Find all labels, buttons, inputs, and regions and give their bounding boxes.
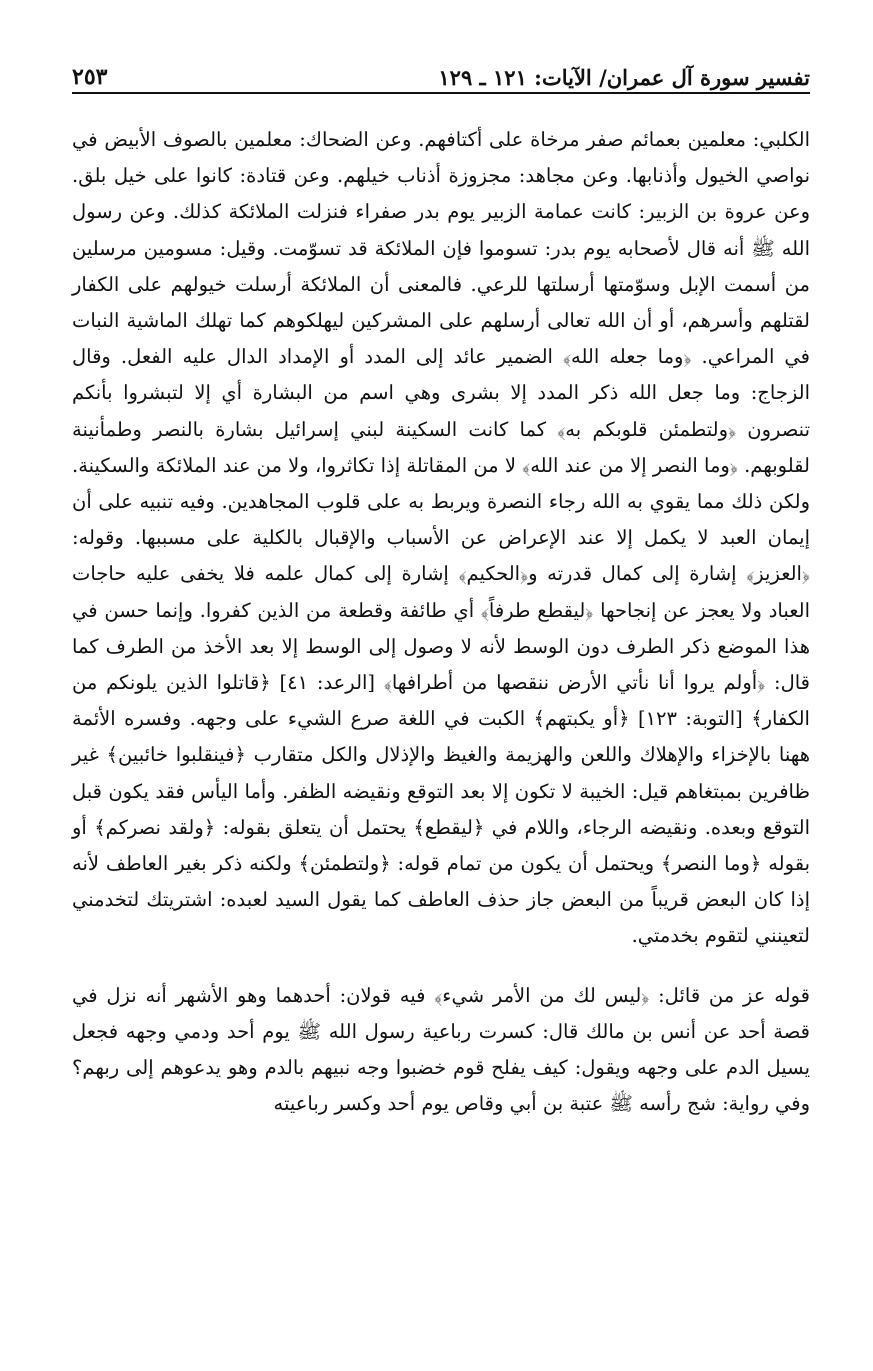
page-header	[72, 48, 810, 94]
book-page	[72, 48, 810, 1122]
body-text	[72, 122, 810, 1122]
paragraph: قوله عز من قائل: ﴿ليس لك من الأمر شيء﴾ فيه قولان: أحدهما وهو الأشهر أنه نزل في قصة أحد عن أنس بن مالك قال: كسرت رباعية رسول الله ﷺ يوم أحد ودمي وجهه فجعل يسيل الدم على وجهه ويقول: كيف يفلح قوم خضبوا وجه نبيهم بالدم وهو يدعوهم إلى ربهم؟ وفي رواية: شج رأسه ﷺ عتبة بن أبي وقاص يوم أحد وكسر رباعيته	[72, 983, 810, 1116]
page-number: ٢٥٣	[72, 64, 108, 90]
running-title: تفسير سورة آل عمران/ الآيات: ١٢١ ـ ١٢٩	[438, 65, 810, 90]
paragraph: الكلبي: معلمين بعمائم صفر مرخاة على أكتافهم. وعن الضحاك: معلمين بالصوف الأبيض في نواصي الخيول وأذنابها. وعن مجاهد: مجزوزة أذناب خيلهم. وعن قتادة: كانوا على خيل بلق. وعن عروة بن الزبير: كانت عمامة الزبير يوم بدر صفراء فنزلت الملائكة كذلك. وعن رسول الله ﷺ أنه قال لأصحابه يوم بدر: تسوموا فإن الملائكة قد تسوّمت. وقيل: مسومين مرسلين من أسمت الإبل وسوّمتها أرسلتها للرعي. فالمعنى أن الملائكة أرسلت خيولهم على الكفار لقتلهم وأسرهم، أو أن الله تعالى أرسلهم على المشركين ليهلكوهم كما تهلك الماشية النبات في المراعي. ﴿وما جعله الله﴾ الضمير عائد إلى المدد أو الإمداد الدال عليه الفعل. وقال الزجاج: وما جعل الله ذكر المدد إلا بشرى وهي اسم من البشارة أي إلا لتبشروا بأنكم تنصرون ﴿ولتطمئن قلوبكم به﴾ كما كانت السكينة لبني إسرائيل بشارة بالنصر وطمأنينة لقلوبهم. ﴿وما النصر إلا من عند الله﴾ لا من المقاتلة إذا تكاثروا، ولا من عند الملائكة والسكينة. ولكن ذلك مما يقوي به الله رجاء النصرة ويربط به على قلوب المجاهدين. وفيه تنبيه على أن إيمان العبد لا يكمل إلا عند الإعراض عن الأسباب والإقبال بالكلية على مسببها. وقوله: ﴿العزيز﴾ إشارة إلى كمال قدرته و﴿الحكيم﴾ إشارة إلى كمال علمه فلا يخفى عليه حاجات العباد ولا يعجز عن إنجاحها ﴿ليقطع طرفاً﴾ أي طائفة وقطعة من الذين كفروا. وإنما حسن في هذا الموضع ذكر الطرف دون الوسط لأنه لا وصول إلى الوسط إلا بعد الأخذ من الطرف كما قال: ﴿أولم يروا أنا نأتي الأرض ننقصها من أطرافها﴾ [الرعد: ٤١] ﴿قاتلوا الذين يلونكم من الكفار﴾ [التوبة: ١٢٣] ﴿أو يكبتهم﴾ الكبت في اللغة صرع الشيء على وجهه. وفسره الأئمة ههنا بالإخزاء والإهلاك واللعن والهزيمة والغيظ والإذلال والكل متقارب ﴿فينقلبوا خائبين﴾ غير ظافرين بمبتغاهم قيل: الخيبة لا تكون إلا بعد التوقع ونقيضه الظفر. وأما اليأس فقد يكون قبل التوقع وبعده. ونقيضه الرجاء، واللام في ﴿ليقطع﴾ يحتمل أن يتعلق بقوله: ﴿ولقد نصركم﴾ أو بقوله ﴿وما النصر﴾ ويحتمل أن يكون من تمام قوله: ﴿ولتطمئن﴾ ولكنه ذكر بغير العاطف لأنه إذا كان البعض قريباً من البعض جاز حذف العاطف كما يقول السيد لعبده: اشتريتك لتخدمني لتعينني لتقوم بخدمتي.	[72, 128, 811, 948]
